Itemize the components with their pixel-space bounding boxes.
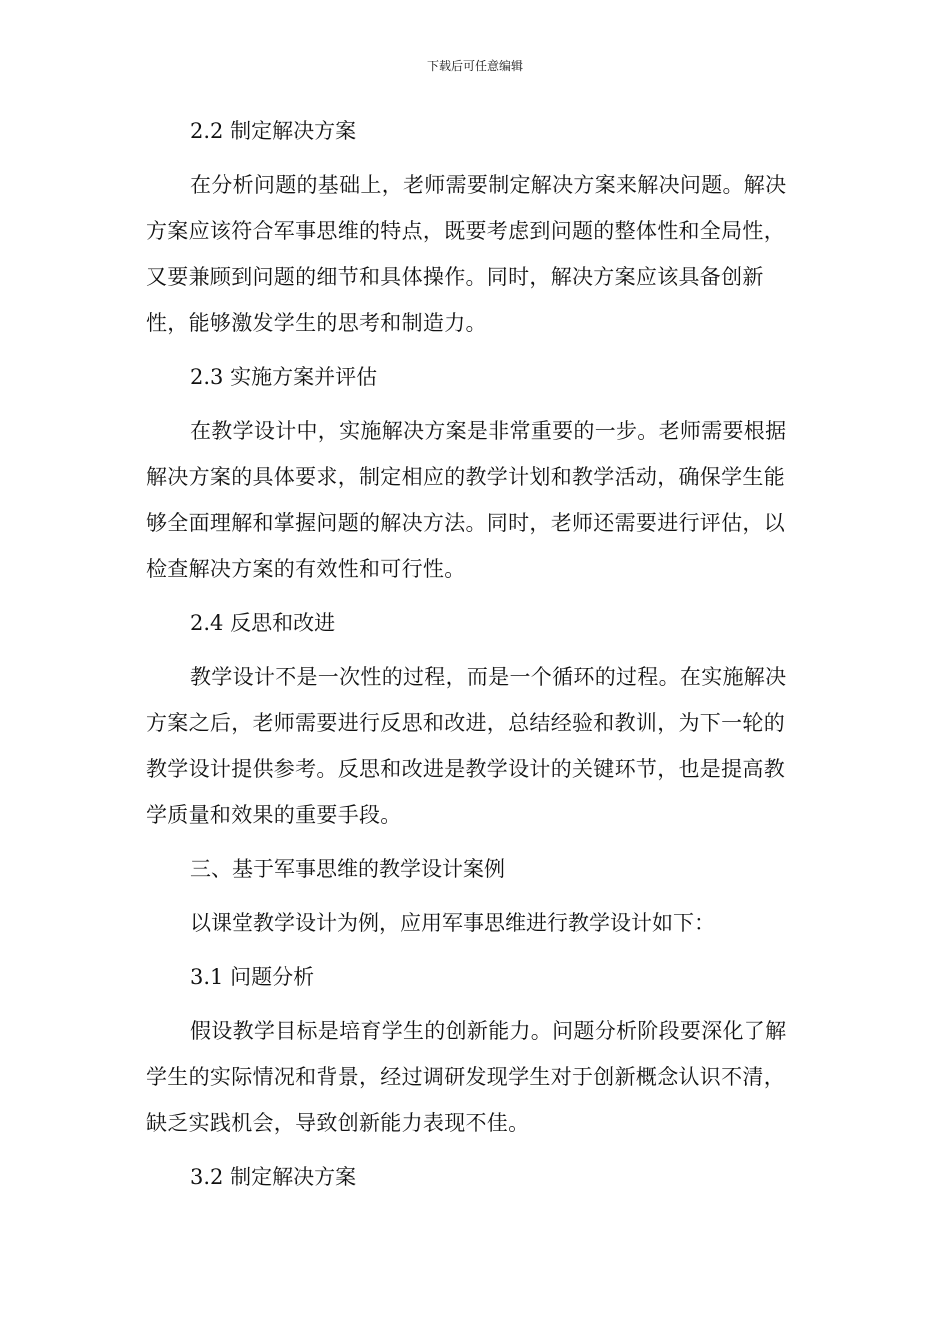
paragraph-3-1: 假设教学目标是培育学生的创新能力。问题分析阶段要深化了解学生的实际情况和背景，经过调研发现学生对于创新概念认识不清，缺乏实践机会，导致创新能力表现不佳。 xyxy=(146,1019,787,1135)
section-heading-2-3: 2.3 实施方案并评估 xyxy=(190,365,378,389)
paragraph-2-3: 在教学设计中，实施解决方案是非常重要的一步。老师需要根据解决方案的具体要求，制定相应的教学计划和教学活动，确保学生能够全面理解和掌握问题的解决方法。同时，老师还需要进行评估，以检查解决方案的有效性和可行性。 xyxy=(146,419,787,581)
page-header: 下载后可任意编辑 xyxy=(426,59,523,73)
section-heading-3-1: 3.1 问题分析 xyxy=(190,965,315,989)
paragraph-2-2: 在分析问题的基础上，老师需要制定解决方案来解决问题。解决方案应该符合军事思维的特点，既要考虑到问题的整体性和全局性，又要兼顾到问题的细节和具体操作。同时，解决方案应该具备创新性，能够激发学生的思考和制造力。 xyxy=(146,173,787,335)
paragraph-2-4: 教学设计不是一次性的过程，而是一个循环的过程。在实施解决方案之后，老师需要进行反思和改进，总结经验和教训，为下一轮的教学设计提供参考。反思和改进是教学设计的关键环节，也是提高教学质量和效果的重要手段。 xyxy=(146,665,787,827)
section-heading-2-2: 2.2 制定解决方案 xyxy=(190,119,357,143)
document-body xyxy=(146,108,794,1208)
intro-line: 以课堂教学设计为例，应用军事思维进行教学设计如下： xyxy=(190,911,715,935)
section-heading-3-2: 3.2 制定解决方案 xyxy=(190,1165,357,1189)
chapter-heading-3: 三、基于军事思维的教学设计案例 xyxy=(190,857,505,881)
section-heading-2-4: 2.4 反思和改进 xyxy=(190,611,336,635)
